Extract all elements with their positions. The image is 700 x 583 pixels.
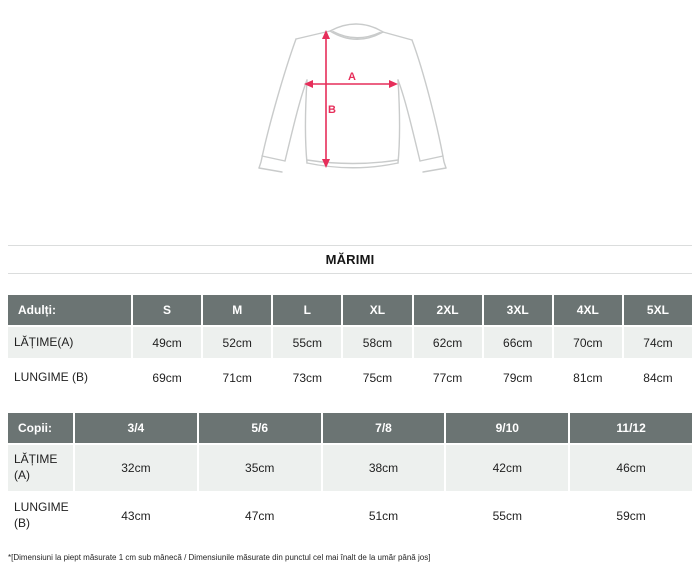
size-value-cell: 71cm — [222, 371, 252, 385]
size-value-cell: 49cm — [133, 327, 201, 358]
size-value-cell: 42cm — [446, 445, 568, 491]
size-value-cell: 55cm — [273, 327, 341, 358]
size-value-cell: 73cm — [292, 371, 322, 385]
size-value-cell: 70cm — [554, 327, 622, 358]
children-table-label: Copii: — [8, 413, 73, 443]
width-arrow-label: A — [348, 71, 356, 83]
size-value-cell: 79cm — [503, 371, 533, 385]
size-col-header: S — [133, 295, 201, 325]
size-col-header: 9/10 — [446, 413, 568, 443]
size-value-cell: 43cm — [121, 508, 151, 523]
size-col-header: 2XL — [414, 295, 482, 325]
size-value-cell: 35cm — [199, 445, 321, 491]
length-arrow-label: B — [328, 104, 336, 116]
size-value-cell: 59cm — [616, 508, 646, 523]
size-col-header: M — [203, 295, 271, 325]
row-label: LUNGIME (B) — [14, 499, 69, 530]
size-col-header: L — [273, 295, 341, 325]
size-col-header: 7/8 — [323, 413, 445, 443]
size-col-header: 3XL — [484, 295, 552, 325]
size-value-cell: 32cm — [75, 445, 197, 491]
shirt-outline — [259, 24, 446, 172]
width-arrow — [304, 71, 398, 88]
size-col-header: 5/6 — [199, 413, 321, 443]
adults-table-label: Adulți: — [8, 295, 131, 325]
children-size-table — [8, 413, 692, 538]
size-value-cell: 75cm — [362, 371, 393, 385]
size-value-cell: 69cm — [152, 371, 182, 385]
size-col-header: 5XL — [624, 295, 692, 325]
size-col-header: XL — [343, 295, 411, 325]
size-value-cell: 58cm — [343, 327, 411, 358]
size-value-cell: 47cm — [245, 508, 275, 523]
size-col-header: 4XL — [554, 295, 622, 325]
size-value-cell: 55cm — [492, 508, 522, 523]
adults-size-table — [8, 295, 692, 396]
size-value-cell: 38cm — [323, 445, 445, 491]
size-value-cell: 81cm — [573, 371, 603, 385]
measurement-footnote: *[Dimensiuni la piept măsurate 1 cm sub mânecă / Dimensiunile măsurate din punctul cel mai înalt de la umăr până jos] — [8, 553, 431, 562]
size-col-header: 11/12 — [570, 413, 692, 443]
size-value-cell: 74cm — [624, 327, 692, 358]
size-value-cell: 52cm — [203, 327, 271, 358]
row-label: LUNGIME (B) — [14, 370, 89, 385]
section-title: MĂRIMI — [8, 245, 692, 274]
size-value-cell: 84cm — [643, 371, 673, 385]
shirt-size-diagram — [0, 0, 700, 240]
size-col-header: 3/4 — [75, 413, 197, 443]
length-arrow — [322, 30, 336, 168]
size-value-cell: 66cm — [484, 327, 552, 358]
size-value-cell: 77cm — [432, 371, 463, 385]
row-label: LĂȚIME(A) — [8, 327, 131, 358]
size-value-cell: 46cm — [570, 445, 692, 491]
row-label: LĂȚIME (A) — [8, 445, 73, 491]
size-value-cell: 51cm — [368, 508, 399, 523]
size-value-cell: 62cm — [414, 327, 482, 358]
